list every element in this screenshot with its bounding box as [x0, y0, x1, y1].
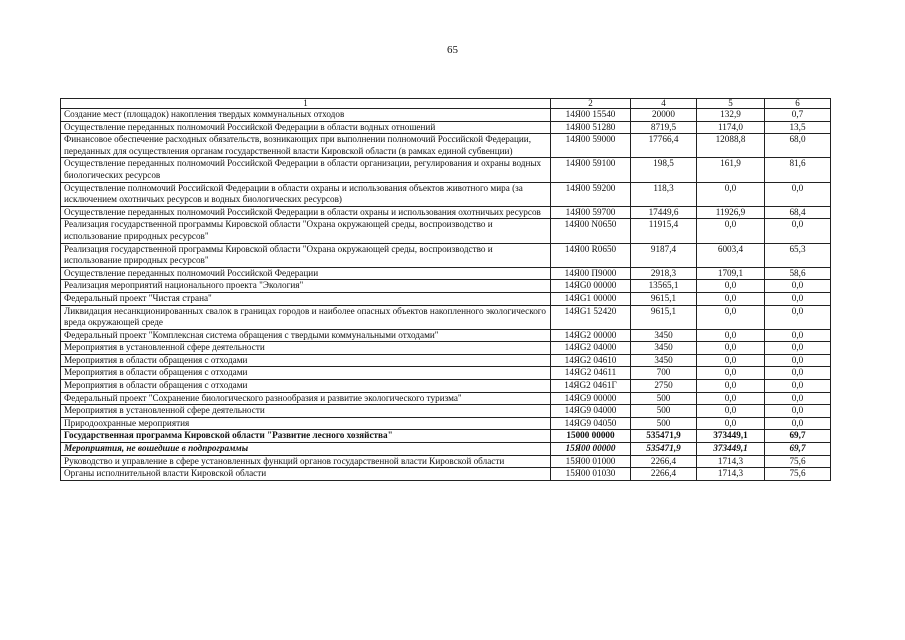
table-row: [61, 455, 831, 468]
column-header: 5: [697, 99, 765, 109]
row-value-col6-cell: 0,0: [765, 367, 831, 380]
row-value-col5-cell: 0,0: [697, 219, 765, 243]
row-code-cell: 14Я00 15540: [551, 109, 631, 122]
row-value-col4-cell: 8719,5: [631, 121, 697, 134]
row-code-cell: 14Я00 59700: [551, 206, 631, 219]
row-code-cell: 14ЯG9 00000: [551, 392, 631, 405]
table-row: [61, 109, 831, 122]
row-value-col6-cell: 68,0: [765, 134, 831, 158]
row-code-cell: 14ЯG2 00000: [551, 329, 631, 342]
row-code-cell: 14ЯG1 00000: [551, 292, 631, 305]
row-value-col4-cell: 13565,1: [631, 280, 697, 293]
row-code-cell: 14ЯG2 0461Г: [551, 380, 631, 393]
row-name-cell: Мероприятия, не вошедшие в подпрограммы: [61, 443, 551, 456]
row-value-col5-cell: 373449,1: [697, 443, 765, 456]
table-row: [61, 342, 831, 355]
row-name-cell: Мероприятия в области обращения с отходами: [61, 380, 551, 393]
row-name-cell: Руководство и управление в сфере установленных функций органов государственной власти Кировской области: [61, 455, 551, 468]
row-code-cell: 14Я00 59200: [551, 182, 631, 206]
row-value-col4-cell: 2750: [631, 380, 697, 393]
row-name-cell: Реализация государственной программы Кировской области "Охрана окружающей среды, воспроизводство и использование природных ресурсов": [61, 243, 551, 267]
row-value-col6-cell: 75,6: [765, 468, 831, 481]
page-number: 65: [447, 44, 458, 56]
row-value-col6-cell: 0,0: [765, 292, 831, 305]
column-header: 2: [551, 99, 631, 109]
row-value-col5-cell: 0,0: [697, 305, 765, 329]
row-value-col4-cell: 535471,9: [631, 430, 697, 443]
row-value-col5-cell: 132,9: [697, 109, 765, 122]
row-value-col5-cell: 0,0: [697, 342, 765, 355]
row-value-col5-cell: 0,0: [697, 182, 765, 206]
row-value-col4-cell: 3450: [631, 329, 697, 342]
row-value-col4-cell: 11915,4: [631, 219, 697, 243]
row-value-col6-cell: 0,0: [765, 417, 831, 430]
row-value-col5-cell: 1714,3: [697, 455, 765, 468]
row-value-col6-cell: 68,4: [765, 206, 831, 219]
row-value-col6-cell: 75,6: [765, 455, 831, 468]
row-value-col4-cell: 17449,6: [631, 206, 697, 219]
table-row: [61, 417, 831, 430]
row-code-cell: 14ЯG0 00000: [551, 280, 631, 293]
row-name-cell: Федеральный проект "Комплексная система обращения с твердыми коммунальными отходами": [61, 329, 551, 342]
row-name-cell: Осуществление переданных полномочий Российской Федерации в области охраны и использования охотничьих ресурсов: [61, 206, 551, 219]
row-value-col5-cell: 6003,4: [697, 243, 765, 267]
row-name-cell: Реализация мероприятий национального проекта "Экология": [61, 280, 551, 293]
row-value-col6-cell: 81,6: [765, 158, 831, 182]
row-code-cell: 14Я00 51280: [551, 121, 631, 134]
table-row: [61, 267, 831, 280]
table-row: [61, 182, 831, 206]
row-value-col4-cell: 3450: [631, 354, 697, 367]
row-value-col6-cell: 0,0: [765, 329, 831, 342]
table-row: [61, 329, 831, 342]
table-row: [61, 380, 831, 393]
row-value-col6-cell: 0,0: [765, 280, 831, 293]
row-value-col4-cell: 535471,9: [631, 443, 697, 456]
row-code-cell: 14ЯG2 04611: [551, 367, 631, 380]
row-code-cell: 14ЯG2 04610: [551, 354, 631, 367]
row-value-col4-cell: 500: [631, 392, 697, 405]
row-name-cell: Государственная программа Кировской области "Развитие лесного хозяйства": [61, 430, 551, 443]
budget-table: [60, 98, 831, 481]
row-name-cell: Мероприятия в области обращения с отходами: [61, 354, 551, 367]
row-value-col4-cell: 118,3: [631, 182, 697, 206]
row-value-col6-cell: 0,0: [765, 182, 831, 206]
row-value-col5-cell: 0,0: [697, 367, 765, 380]
table-row: [61, 354, 831, 367]
row-name-cell: Природоохранные мероприятия: [61, 417, 551, 430]
row-value-col5-cell: 0,0: [697, 392, 765, 405]
table-row: [61, 158, 831, 182]
row-value-col5-cell: 0,0: [697, 417, 765, 430]
table-row: [61, 443, 831, 456]
column-header: 1: [61, 99, 551, 109]
table-row: [61, 405, 831, 418]
row-value-col6-cell: 0,0: [765, 305, 831, 329]
row-value-col4-cell: 20000: [631, 109, 697, 122]
row-name-cell: Федеральный проект "Сохранение биологического разнообразия и развитие экологического туризма": [61, 392, 551, 405]
table-row: [61, 243, 831, 267]
row-code-cell: 15Я00 01030: [551, 468, 631, 481]
row-name-cell: Создание мест (площадок) накопления твердых коммунальных отходов: [61, 109, 551, 122]
table-row: [61, 219, 831, 243]
row-name-cell: Реализация государственной программы Кировской области "Охрана окружающей среды, воспроизводство и использование природных ресурсов": [61, 219, 551, 243]
table-row: [61, 468, 831, 481]
row-value-col4-cell: 2266,4: [631, 468, 697, 481]
row-value-col5-cell: 0,0: [697, 292, 765, 305]
row-code-cell: 14Я00 59100: [551, 158, 631, 182]
row-code-cell: 14ЯG2 04000: [551, 342, 631, 355]
row-value-col5-cell: 11926,9: [697, 206, 765, 219]
row-value-col4-cell: 3450: [631, 342, 697, 355]
row-value-col6-cell: 0,0: [765, 405, 831, 418]
row-value-col6-cell: 58,6: [765, 267, 831, 280]
row-value-col4-cell: 9615,1: [631, 305, 697, 329]
row-name-cell: Мероприятия в области обращения с отходами: [61, 367, 551, 380]
row-value-col5-cell: 1714,3: [697, 468, 765, 481]
row-value-col4-cell: 700: [631, 367, 697, 380]
table-row: [61, 430, 831, 443]
row-value-col6-cell: 0,0: [765, 342, 831, 355]
row-value-col4-cell: 9615,1: [631, 292, 697, 305]
row-code-cell: 14Я00 N0650: [551, 219, 631, 243]
row-value-col5-cell: 0,0: [697, 405, 765, 418]
table-row: [61, 392, 831, 405]
row-value-col5-cell: 0,0: [697, 380, 765, 393]
row-value-col5-cell: 0,0: [697, 354, 765, 367]
row-value-col4-cell: 17766,4: [631, 134, 697, 158]
row-code-cell: 15Я00 00000: [551, 443, 631, 456]
row-name-cell: Осуществление переданных полномочий Российской Федерации: [61, 267, 551, 280]
table-body: [61, 109, 831, 481]
table-row: [61, 292, 831, 305]
row-name-cell: Ликвидация несанкционированных свалок в границах городов и наиболее опасных объектов накопленного экологического вреда окружающей среде: [61, 305, 551, 329]
row-value-col4-cell: 500: [631, 405, 697, 418]
row-value-col6-cell: 0,0: [765, 392, 831, 405]
row-value-col4-cell: 2266,4: [631, 455, 697, 468]
row-name-cell: Федеральный проект "Чистая страна": [61, 292, 551, 305]
row-name-cell: Осуществление полномочий Российской Федерации в области охраны и использования объектов животного мира (за исключением охотничьих ресурсов и водных биологических ресурсов): [61, 182, 551, 206]
row-code-cell: 14ЯG9 04050: [551, 417, 631, 430]
row-value-col6-cell: 0,0: [765, 219, 831, 243]
row-value-col5-cell: 373449,1: [697, 430, 765, 443]
column-header: 6: [765, 99, 831, 109]
row-value-col6-cell: 69,7: [765, 443, 831, 456]
row-name-cell: Органы исполнительной власти Кировской области: [61, 468, 551, 481]
table-row: [61, 121, 831, 134]
row-value-col6-cell: 0,0: [765, 354, 831, 367]
row-name-cell: Мероприятия в установленной сфере деятельности: [61, 405, 551, 418]
row-value-col5-cell: 1709,1: [697, 267, 765, 280]
row-value-col6-cell: 0,0: [765, 380, 831, 393]
row-value-col4-cell: 2918,3: [631, 267, 697, 280]
table-row: [61, 367, 831, 380]
row-name-cell: Осуществление переданных полномочий Российской Федерации в области организации, регулирования и охраны водных биологических ресурсов: [61, 158, 551, 182]
row-code-cell: 14ЯG1 52420: [551, 305, 631, 329]
row-value-col6-cell: 69,7: [765, 430, 831, 443]
table-row: [61, 134, 831, 158]
column-header: 4: [631, 99, 697, 109]
row-value-col5-cell: 12088,8: [697, 134, 765, 158]
table-header-row: [61, 99, 831, 109]
row-name-cell: Финансовое обеспечение расходных обязательств, возникающих при выполнении полномочий Российской Федерации, переданных для осуществления органам государственной власти Кировской области (в рамках единой субвенции): [61, 134, 551, 158]
row-code-cell: 14Я00 59000: [551, 134, 631, 158]
row-code-cell: 14ЯG9 04000: [551, 405, 631, 418]
row-code-cell: 15000 00000: [551, 430, 631, 443]
row-value-col4-cell: 198,5: [631, 158, 697, 182]
row-name-cell: Мероприятия в установленной сфере деятельности: [61, 342, 551, 355]
row-value-col6-cell: 65,3: [765, 243, 831, 267]
row-value-col5-cell: 161,9: [697, 158, 765, 182]
row-value-col6-cell: 0,7: [765, 109, 831, 122]
row-name-cell: Осуществление переданных полномочий Российской Федерации в области водных отношений: [61, 121, 551, 134]
table-row: [61, 206, 831, 219]
table-row: [61, 305, 831, 329]
row-value-col5-cell: 0,0: [697, 329, 765, 342]
row-value-col4-cell: 500: [631, 417, 697, 430]
row-value-col4-cell: 9187,4: [631, 243, 697, 267]
row-code-cell: 14Я00 П9000: [551, 267, 631, 280]
row-value-col5-cell: 1174,0: [697, 121, 765, 134]
row-code-cell: 15Я00 01000: [551, 455, 631, 468]
table-row: [61, 280, 831, 293]
row-value-col5-cell: 0,0: [697, 280, 765, 293]
row-code-cell: 14Я00 R0650: [551, 243, 631, 267]
row-value-col6-cell: 13,5: [765, 121, 831, 134]
